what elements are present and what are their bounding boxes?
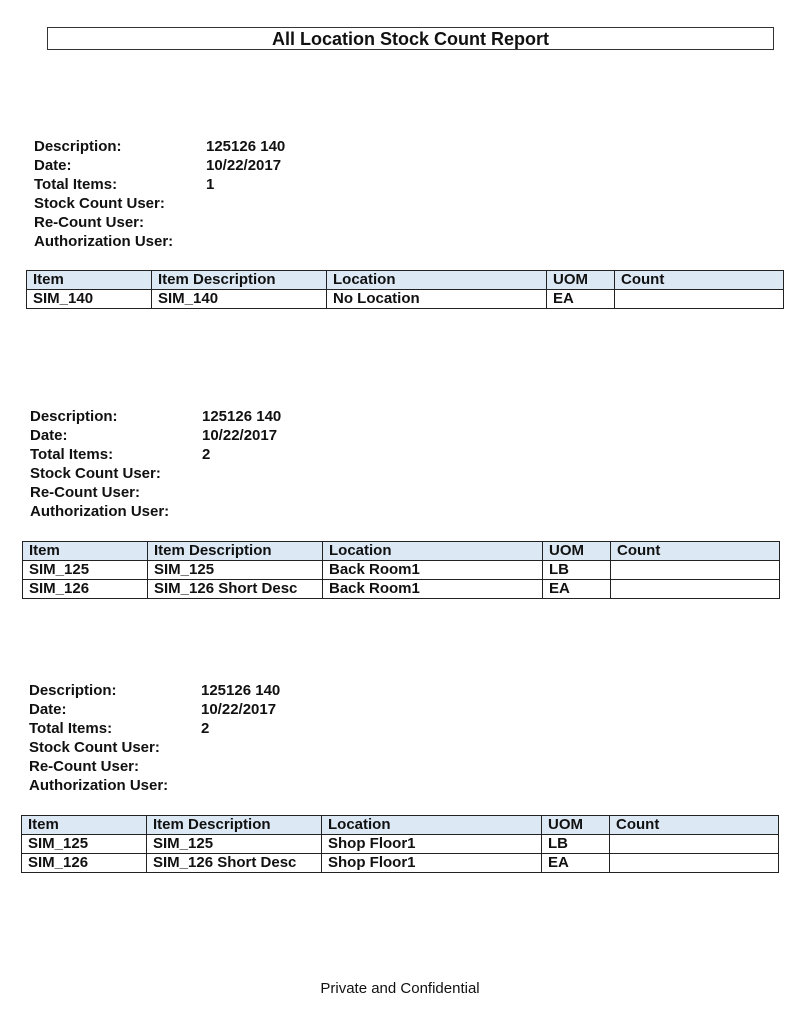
total-items-value: 2 [202,446,211,463]
cell-count [615,290,784,309]
stock-count-user-label: Stock Count User: [30,465,161,482]
date-label: Date: [30,427,68,444]
description-value: 125126 140 [202,408,282,425]
stock-count-user-label: Stock Count User: [34,195,165,212]
table-row [23,561,780,580]
total-items-label: Total Items: [30,446,114,463]
recount-user-label: Re-Count User: [34,214,145,231]
cell-item-description: SIM_126 Short Desc [147,854,322,873]
cell-count [610,835,779,854]
column-header-item: Item [27,271,152,290]
column-header-item-description: Item Description [148,542,323,561]
items-table-3 [21,815,779,873]
cell-item: SIM_126 [23,580,148,599]
column-header-location: Location [322,816,542,835]
recount-user-label: Re-Count User: [29,758,140,775]
total-items-value: 2 [201,720,210,737]
cell-location: Shop Floor1 [322,854,542,873]
authorization-user-label: Authorization User: [30,503,170,520]
cell-item: SIM_125 [22,835,147,854]
cell-location: Back Room1 [323,561,543,580]
column-header-uom: UOM [543,542,611,561]
table-header-row [23,542,780,561]
cell-count [611,561,780,580]
total-items-label: Total Items: [29,720,113,737]
table-header-row [27,271,784,290]
column-header-item: Item [23,542,148,561]
total-items-value: 1 [206,176,215,193]
cell-uom: LB [542,835,610,854]
column-header-item: Item [22,816,147,835]
description-label: Description: [30,408,118,425]
column-header-item-description: Item Description [147,816,322,835]
cell-location: Shop Floor1 [322,835,542,854]
date-value: 10/22/2017 [201,701,277,718]
description-value: 125126 140 [206,138,286,155]
stock-count-user-label: Stock Count User: [29,739,160,756]
authorization-user-label: Authorization User: [29,777,169,794]
description-label: Description: [34,138,122,155]
items-table-1 [26,270,784,309]
cell-count [610,854,779,873]
cell-uom: EA [542,854,610,873]
table-row [22,854,779,873]
column-header-location: Location [327,271,547,290]
date-label: Date: [34,157,72,174]
cell-count [611,580,780,599]
cell-item: SIM_140 [27,290,152,309]
description-label: Description: [29,682,117,699]
cell-location: Back Room1 [323,580,543,599]
total-items-label: Total Items: [34,176,118,193]
column-header-uom: UOM [547,271,615,290]
date-value: 10/22/2017 [202,427,278,444]
column-header-count: Count [611,542,780,561]
cell-uom: LB [543,561,611,580]
recount-user-label: Re-Count User: [30,484,141,501]
table-row [27,290,784,309]
confidentiality-footer: Private and Confidential [320,980,480,997]
cell-item: SIM_126 [22,854,147,873]
table-header-row [22,816,779,835]
column-header-location: Location [323,542,543,561]
column-header-uom: UOM [542,816,610,835]
cell-item: SIM_125 [23,561,148,580]
authorization-user-label: Authorization User: [34,233,174,250]
cell-location: No Location [327,290,547,309]
cell-item-description: SIM_125 [147,835,322,854]
date-label: Date: [29,701,67,718]
column-header-count: Count [615,271,784,290]
table-row [22,835,779,854]
table-row [23,580,780,599]
column-header-count: Count [610,816,779,835]
column-header-item-description: Item Description [152,271,327,290]
date-value: 10/22/2017 [206,157,282,174]
cell-item-description: SIM_125 [148,561,323,580]
cell-uom: EA [543,580,611,599]
cell-item-description: SIM_126 Short Desc [148,580,323,599]
report-title: All Location Stock Count Report [47,27,774,50]
items-table-2 [22,541,780,599]
cell-item-description: SIM_140 [152,290,327,309]
description-value: 125126 140 [201,682,281,699]
cell-uom: EA [547,290,615,309]
